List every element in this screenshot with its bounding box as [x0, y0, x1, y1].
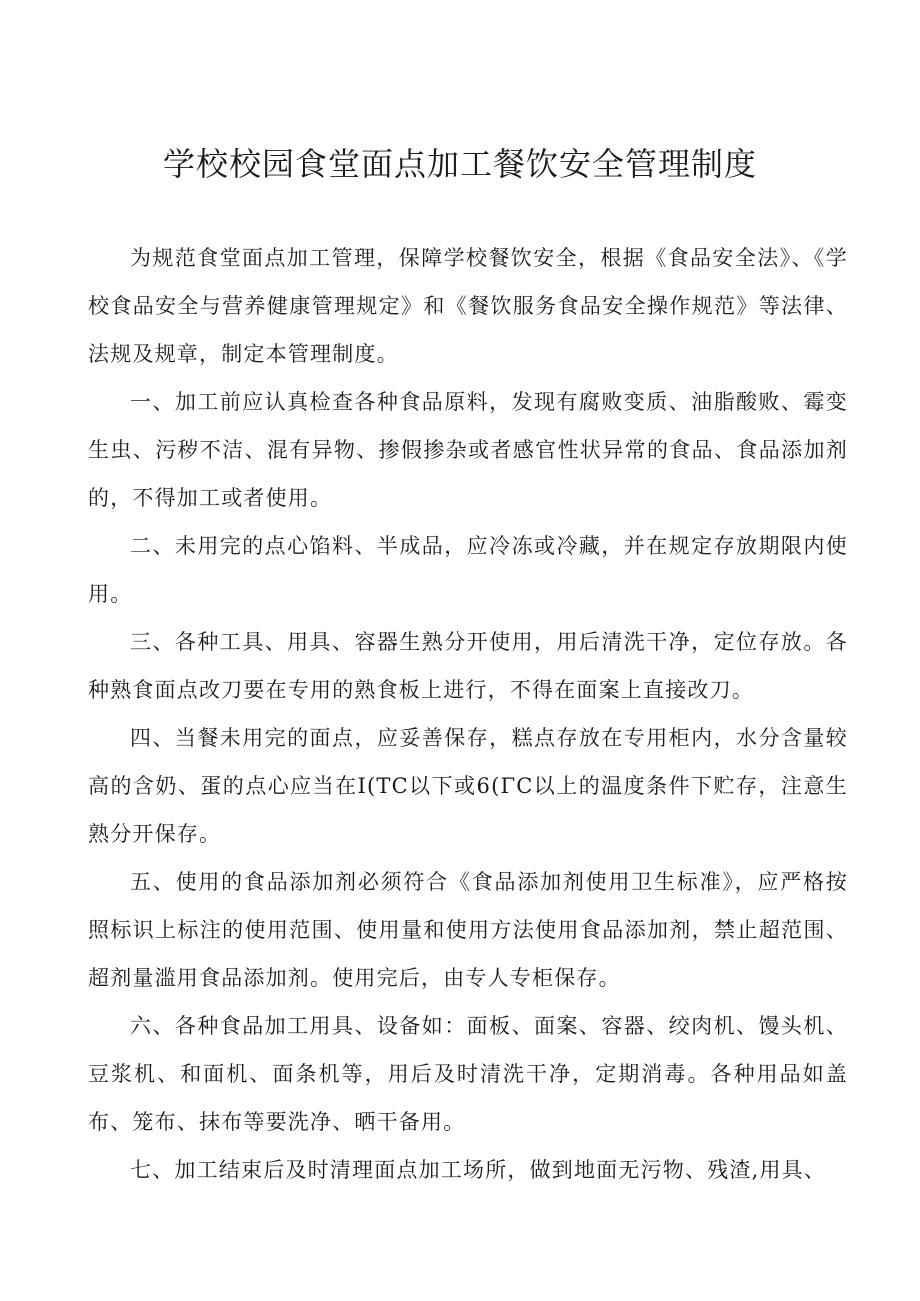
paragraph-intro: 为规范食堂面点加工管理，保障学校餐饮安全，根据《食品安全法》、《学校食品安全与营养健康管理规定》和《餐饮服务食品安全操作规范》等法律、法规及规章，制定本管理制度。	[88, 246, 848, 366]
paragraph-rule-3: 三、各种工具、用具、容器生熟分开使用，用后清洗干净，定位存放。各种熟食面点改刀要在专用的熟食板上进行，不得在面案上直接改刀。	[88, 630, 848, 702]
paragraph-rule-2: 二、未用完的点心馅料、半成品，应冷冻或冷藏，并在规定存放期限内使用。	[88, 534, 848, 606]
paragraph-rule-1: 一、加工前应认真检查各种食品原料，发现有腐败变质、油脂酸败、霉变生虫、污秽不洁、混有异物、掺假掺杂或者感官性状异常的食品、食品添加剂的，不得加工或者使用。	[88, 390, 848, 510]
document-body	[88, 234, 848, 1194]
document-title: 学校校园食堂面点加工餐饮安全管理制度	[162, 145, 757, 183]
paragraph-rule-5: 五、使用的食品添加剂必须符合《食品添加剂使用卫生标准》，应严格按照标识上标注的使用范围、使用量和使用方法使用食品添加剂，禁止超范围、超剂量滥用食品添加剂。使用完后，由专人专柜保存。	[88, 870, 848, 990]
paragraph-rule-7: 七、加工结束后及时清理面点加工场所，做到地面无污物、残渣,用具、	[130, 1158, 827, 1182]
paragraph-rule-4: 四、当餐未用完的面点，应妥善保存，糕点存放在专用柜内，水分含量较高的含奶、蛋的点心应当在I(TC以下或6(ΓC以上的温度条件下贮存，注意生熟分开保存。	[88, 726, 848, 846]
paragraph-rule-6: 六、各种食品加工用具、设备如：面板、面案、容器、绞肉机、馒头机、豆浆机、和面机、面条机等，用后及时清洗干净，定期消毒。各种用品如盖布、笼布、抹布等要洗净、晒干备用。	[88, 1014, 848, 1134]
